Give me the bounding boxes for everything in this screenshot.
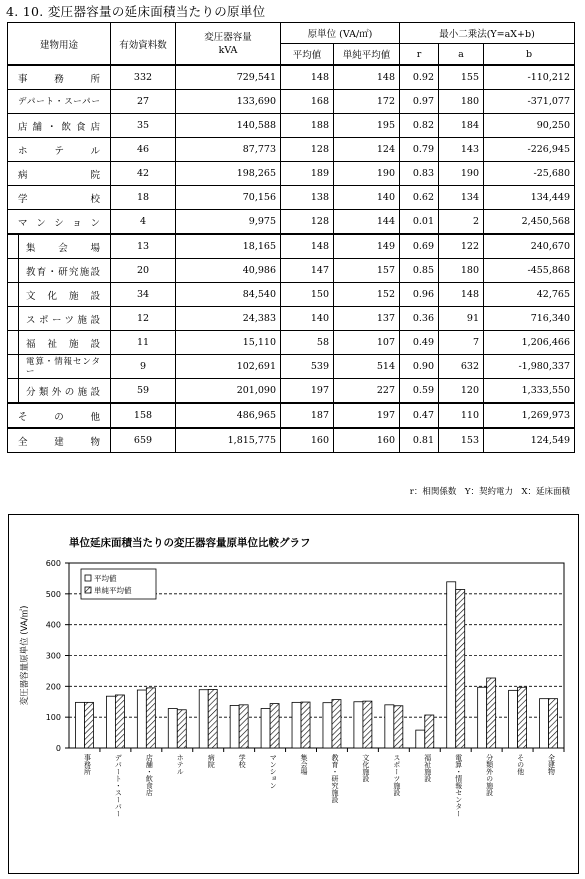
table-row xyxy=(8,428,575,453)
x-tick-label: 店舗・飲食店 xyxy=(145,754,154,796)
b-cell: 134,449 xyxy=(484,186,575,210)
b-cell: -226,945 xyxy=(484,138,575,162)
simple-average-cell: 157 xyxy=(334,259,400,283)
header-least-squares: 最小二乗法(Y=aX+b) xyxy=(400,23,575,44)
legend-swatch xyxy=(85,575,91,581)
b-cell: 2,450,568 xyxy=(484,210,575,235)
a-cell: 190 xyxy=(439,162,484,186)
name-cell: 電算・情報センター xyxy=(8,355,111,379)
a-cell: 148 xyxy=(439,283,484,307)
count-cell: 9 xyxy=(111,355,176,379)
b-cell: 716,340 xyxy=(484,307,575,331)
a-cell: 153 xyxy=(439,428,484,453)
table-row xyxy=(8,307,575,331)
a-cell: 2 xyxy=(439,210,484,235)
average-cell: 539 xyxy=(281,355,334,379)
simple-average-cell: 149 xyxy=(334,234,400,259)
bar-average xyxy=(75,702,84,748)
x-tick-label: 福祉施設 xyxy=(423,754,432,782)
r-cell: 0.82 xyxy=(400,114,439,138)
r-cell: 0.47 xyxy=(400,403,439,428)
average-cell: 187 xyxy=(281,403,334,428)
count-cell: 13 xyxy=(111,234,176,259)
a-cell: 120 xyxy=(439,379,484,404)
x-tick-label: その他 xyxy=(516,754,525,775)
average-cell: 58 xyxy=(281,331,334,355)
x-tick-label: 教育・研究施設 xyxy=(330,754,339,803)
name-cell: その他 xyxy=(8,403,111,428)
table-row xyxy=(8,283,575,307)
header-unit: 原単位 (VA/㎡) xyxy=(281,23,400,44)
table-row xyxy=(8,234,575,259)
capacity-cell: 70,156 xyxy=(176,186,281,210)
average-cell: 128 xyxy=(281,138,334,162)
count-cell: 158 xyxy=(111,403,176,428)
bar-average xyxy=(385,705,394,748)
capacity-cell: 198,265 xyxy=(176,162,281,186)
bar-average xyxy=(447,582,456,748)
a-cell: 134 xyxy=(439,186,484,210)
table-row xyxy=(8,379,575,404)
a-cell: 184 xyxy=(439,114,484,138)
b-cell: 42,765 xyxy=(484,283,575,307)
b-cell: 1,269,973 xyxy=(484,403,575,428)
table-row xyxy=(8,259,575,283)
x-tick-label: ホテル xyxy=(176,754,185,775)
name-cell: 全建物 xyxy=(8,428,111,453)
simple-average-cell: 107 xyxy=(334,331,400,355)
name-cell: 店舗・飲食店 xyxy=(8,114,111,138)
x-tick-label: 電算・情報センター xyxy=(454,754,463,817)
bar-average xyxy=(478,687,487,748)
x-tick-label: 分類外の施設 xyxy=(485,754,494,796)
chart-title: 単位延床面積当たりの変圧器容量原単位比較グラフ xyxy=(69,537,311,549)
simple-average-cell: 197 xyxy=(334,403,400,428)
bar-average xyxy=(292,702,301,748)
b-cell: 124,549 xyxy=(484,428,575,453)
table-row xyxy=(8,331,575,355)
chart-frame xyxy=(8,514,579,874)
r-cell: 0.97 xyxy=(400,90,439,114)
bar-average xyxy=(416,730,425,748)
capacity-cell: 133,690 xyxy=(176,90,281,114)
a-cell: 155 xyxy=(439,65,484,90)
count-cell: 332 xyxy=(111,65,176,90)
simple-average-cell: 152 xyxy=(334,283,400,307)
r-cell: 0.49 xyxy=(400,331,439,355)
count-cell: 20 xyxy=(111,259,176,283)
header-capacity: 変圧器容量 kVA xyxy=(176,23,281,66)
bar-simple-average xyxy=(487,678,496,748)
bar-simple-average xyxy=(208,689,217,748)
table-row xyxy=(8,65,575,90)
y-tick-label: 600 xyxy=(45,559,61,568)
a-cell: 143 xyxy=(439,138,484,162)
legend-label: 平均値 xyxy=(94,574,117,583)
simple-average-cell: 140 xyxy=(334,186,400,210)
a-cell: 632 xyxy=(439,355,484,379)
count-cell: 27 xyxy=(111,90,176,114)
r-cell: 0.83 xyxy=(400,162,439,186)
average-cell: 168 xyxy=(281,90,334,114)
count-cell: 18 xyxy=(111,186,176,210)
simple-average-cell: 227 xyxy=(334,379,400,404)
capacity-cell: 486,965 xyxy=(176,403,281,428)
x-tick-label: 学校 xyxy=(238,754,247,768)
y-tick-label: 200 xyxy=(45,682,61,692)
simple-average-cell: 148 xyxy=(334,65,400,90)
b-cell: 240,670 xyxy=(484,234,575,259)
capacity-cell: 729,541 xyxy=(176,65,281,90)
capacity-cell: 9,975 xyxy=(176,210,281,235)
bar-simple-average xyxy=(270,704,279,748)
table-row xyxy=(8,355,575,379)
header-average: 平均値 xyxy=(281,44,334,66)
header-simple-average: 単純平均値 xyxy=(334,44,400,66)
average-cell: 138 xyxy=(281,186,334,210)
b-cell: 1,333,550 xyxy=(484,379,575,404)
r-cell: 0.85 xyxy=(400,259,439,283)
bar-simple-average xyxy=(301,702,310,748)
bar-simple-average xyxy=(239,705,248,748)
r-cell: 0.69 xyxy=(400,234,439,259)
count-cell: 34 xyxy=(111,283,176,307)
simple-average-cell: 514 xyxy=(334,355,400,379)
table-row xyxy=(8,403,575,428)
capacity-cell: 15,110 xyxy=(176,331,281,355)
table-row xyxy=(8,90,575,114)
bar-simple-average xyxy=(115,695,124,748)
capacity-cell: 1,815,775 xyxy=(176,428,281,453)
r-cell: 0.36 xyxy=(400,307,439,331)
count-cell: 12 xyxy=(111,307,176,331)
a-cell: 91 xyxy=(439,307,484,331)
b-cell: -110,212 xyxy=(484,65,575,90)
header-count: 有効資料数 xyxy=(111,23,176,66)
table-note: r：相関係数 Y：契約電力 X：延床面積 xyxy=(409,487,570,497)
r-cell: 0.90 xyxy=(400,355,439,379)
average-cell: 150 xyxy=(281,283,334,307)
bar-average xyxy=(137,690,146,748)
simple-average-cell: 137 xyxy=(334,307,400,331)
capacity-cell: 18,165 xyxy=(176,234,281,259)
bar-simple-average xyxy=(363,701,372,748)
capacity-cell: 201,090 xyxy=(176,379,281,404)
name-cell: 福祉施設 xyxy=(8,331,111,355)
header-use: 建物用途 xyxy=(8,23,111,66)
bar-average xyxy=(509,690,518,748)
x-tick-label: スポーツ施設 xyxy=(392,754,401,796)
average-cell: 140 xyxy=(281,307,334,331)
bar-average xyxy=(230,705,239,748)
data-table xyxy=(7,22,575,453)
name-cell: 学校 xyxy=(8,186,111,210)
b-cell: 90,250 xyxy=(484,114,575,138)
name-cell: 事務所 xyxy=(8,65,111,90)
b-cell: -25,680 xyxy=(484,162,575,186)
average-cell: 147 xyxy=(281,259,334,283)
name-cell: 病院 xyxy=(8,162,111,186)
simple-average-cell: 144 xyxy=(334,210,400,235)
r-cell: 0.92 xyxy=(400,65,439,90)
x-tick-label: 文化施設 xyxy=(361,754,370,782)
simple-average-cell: 124 xyxy=(334,138,400,162)
r-cell: 0.62 xyxy=(400,186,439,210)
a-cell: 7 xyxy=(439,331,484,355)
x-tick-label: 全建物 xyxy=(547,754,556,775)
table-row xyxy=(8,138,575,162)
r-cell: 0.79 xyxy=(400,138,439,162)
b-cell: -371,077 xyxy=(484,90,575,114)
table-row xyxy=(8,186,575,210)
a-cell: 180 xyxy=(439,259,484,283)
average-cell: 189 xyxy=(281,162,334,186)
bar-average xyxy=(261,709,270,748)
average-cell: 197 xyxy=(281,379,334,404)
header-b: b xyxy=(484,44,575,66)
count-cell: 4 xyxy=(111,210,176,235)
simple-average-cell: 160 xyxy=(334,428,400,453)
table-row xyxy=(8,114,575,138)
bar-simple-average xyxy=(394,706,403,748)
b-cell: -1,980,337 xyxy=(484,355,575,379)
bar-simple-average xyxy=(456,590,465,748)
name-cell: デパート・スーパー xyxy=(8,90,111,114)
y-tick-label: 0 xyxy=(55,744,61,753)
average-cell: 160 xyxy=(281,428,334,453)
table-row xyxy=(8,210,575,235)
r-cell: 0.81 xyxy=(400,428,439,453)
capacity-cell: 40,986 xyxy=(176,259,281,283)
average-cell: 148 xyxy=(281,65,334,90)
r-cell: 0.96 xyxy=(400,283,439,307)
count-cell: 59 xyxy=(111,379,176,404)
x-tick-label: 病院 xyxy=(207,754,216,768)
bar-average xyxy=(106,696,115,748)
bar-average xyxy=(199,690,208,748)
y-tick-label: 300 xyxy=(45,651,61,661)
simple-average-cell: 172 xyxy=(334,90,400,114)
x-tick-label: 事務所 xyxy=(83,754,92,775)
page-title: 4. 10. 変圧器容量の延床面積当たりの原単位 xyxy=(6,4,266,19)
name-cell: スポーツ施設 xyxy=(8,307,111,331)
count-cell: 42 xyxy=(111,162,176,186)
average-cell: 148 xyxy=(281,234,334,259)
y-tick-label: 100 xyxy=(45,713,61,723)
capacity-cell: 24,383 xyxy=(176,307,281,331)
r-cell: 0.59 xyxy=(400,379,439,404)
bar-simple-average xyxy=(177,710,186,748)
bar-average xyxy=(323,703,332,748)
name-cell: 文化施設 xyxy=(8,283,111,307)
capacity-cell: 102,691 xyxy=(176,355,281,379)
legend-swatch xyxy=(85,587,91,593)
table-row xyxy=(8,162,575,186)
legend-label: 単純平均値 xyxy=(94,586,132,595)
a-cell: 110 xyxy=(439,403,484,428)
a-cell: 180 xyxy=(439,90,484,114)
a-cell: 122 xyxy=(439,234,484,259)
bar-average xyxy=(354,702,363,748)
b-cell: 1,206,466 xyxy=(484,331,575,355)
bar-simple-average xyxy=(84,702,93,748)
count-cell: 35 xyxy=(111,114,176,138)
name-cell: 教育・研究施設 xyxy=(8,259,111,283)
average-cell: 128 xyxy=(281,210,334,235)
simple-average-cell: 195 xyxy=(334,114,400,138)
name-cell: マンション xyxy=(8,210,111,235)
name-cell: 集会場 xyxy=(8,234,111,259)
simple-average-cell: 190 xyxy=(334,162,400,186)
b-cell: -455,868 xyxy=(484,259,575,283)
capacity-cell: 84,540 xyxy=(176,283,281,307)
table-body xyxy=(8,65,575,453)
y-tick-label: 400 xyxy=(45,620,61,630)
bar-chart xyxy=(9,515,578,873)
capacity-cell: 140,588 xyxy=(176,114,281,138)
bar-average xyxy=(168,709,177,748)
count-cell: 11 xyxy=(111,331,176,355)
r-cell: 0.01 xyxy=(400,210,439,235)
count-cell: 659 xyxy=(111,428,176,453)
y-axis-label: 変圧器容量原単位 (VA/㎡) xyxy=(20,605,30,706)
header-r: r xyxy=(400,44,439,66)
name-cell: ホテル xyxy=(8,138,111,162)
bar-simple-average xyxy=(549,699,558,748)
bar-average xyxy=(540,699,549,748)
name-cell: 分類外の施設 xyxy=(8,379,111,404)
bar-simple-average xyxy=(332,700,341,748)
header-a: a xyxy=(439,44,484,66)
capacity-cell: 87,773 xyxy=(176,138,281,162)
y-tick-label: 500 xyxy=(45,589,61,599)
bar-simple-average xyxy=(425,715,434,748)
x-tick-label: マンション xyxy=(269,754,278,789)
bar-simple-average xyxy=(146,688,155,748)
count-cell: 46 xyxy=(111,138,176,162)
average-cell: 188 xyxy=(281,114,334,138)
x-tick-label: デパート・スーパー xyxy=(114,754,123,817)
bar-simple-average xyxy=(518,687,527,748)
x-tick-label: 集会場 xyxy=(300,754,309,775)
